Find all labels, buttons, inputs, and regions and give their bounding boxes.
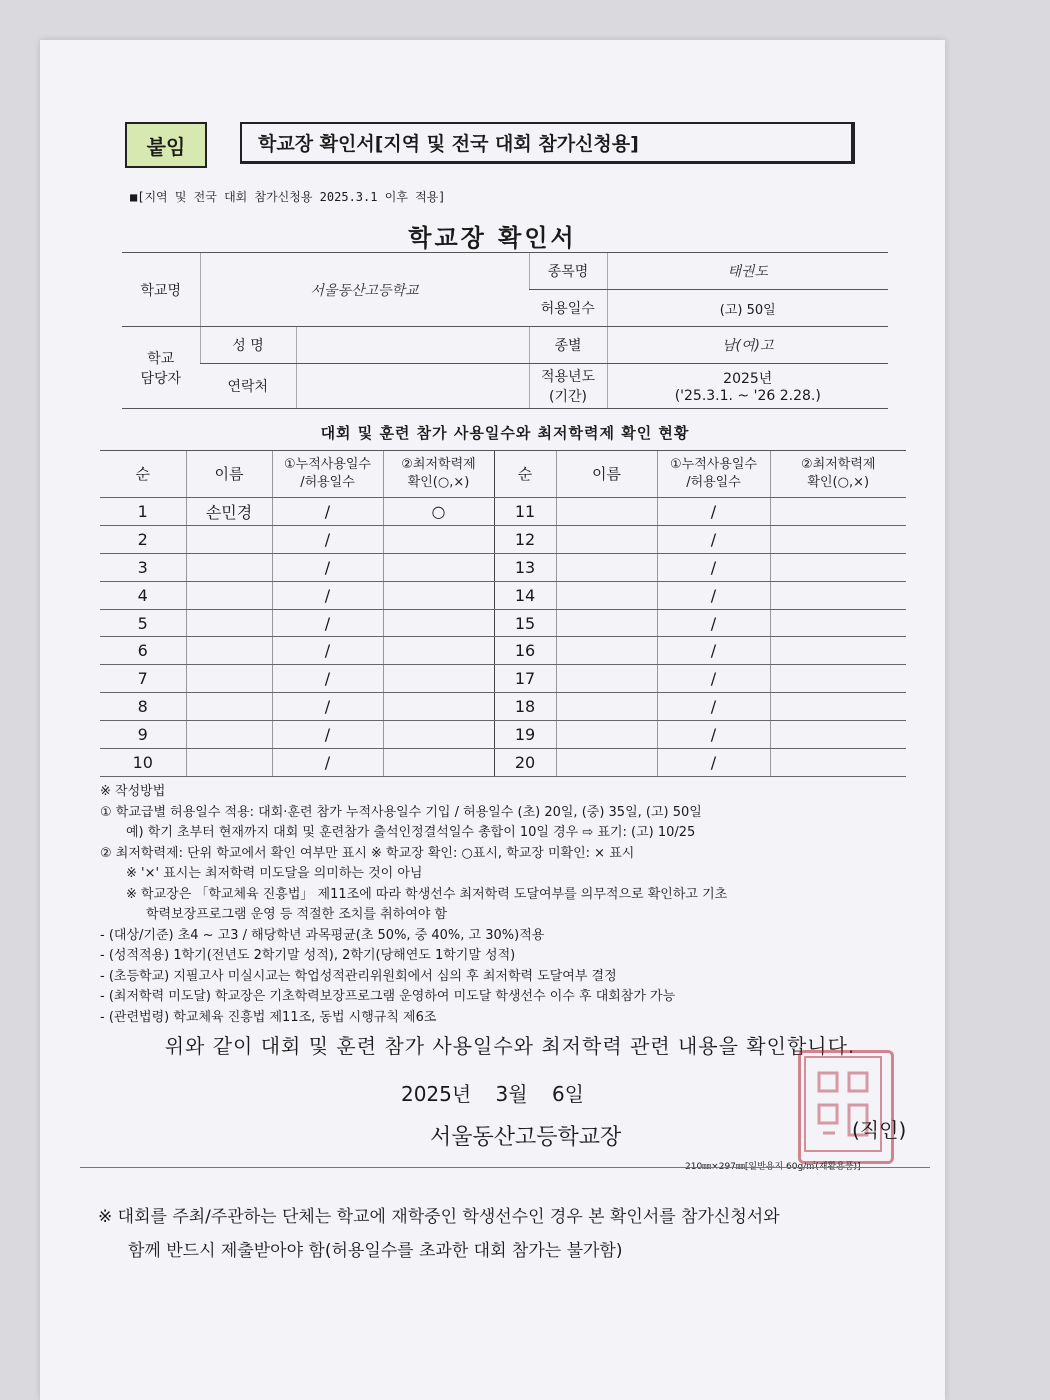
usage-cell-left-days: / [272, 749, 383, 777]
gender-value: 남(여)고 [607, 327, 888, 364]
usage-cell-right-check [770, 693, 906, 721]
instruction-line: - (대상/기준) 초4 ~ 고3 / 해당학년 과목평균(초 50%, 중 40%, 고 30%)적용 [100, 927, 545, 943]
period-label: 적용년도 (기간) [529, 364, 607, 409]
col-name-right: 이름 [556, 451, 657, 498]
sport-label: 종목명 [529, 253, 607, 290]
paper-spec: 210㎜×297㎜[일반용지 60g/㎡(재활용품)] [685, 1162, 861, 1172]
usage-cell-left-no: 3 [100, 553, 186, 581]
usage-cell-left-no: 7 [100, 665, 186, 693]
usage-cell-left-name [186, 693, 272, 721]
usage-cell-right-days: / [657, 721, 770, 749]
attachment-tag: 붙임 [125, 122, 207, 168]
submission-notice: ※ 대회를 주최/주관하는 단체는 학교에 재학중인 학생선수인 경우 본 확인서를 참가신청서와 함께 반드시 제출받아야 함(허용일수를 초과한 대회 참가는 불가함) [98, 1207, 780, 1261]
usage-cell-right-check [770, 581, 906, 609]
usage-cell-left-check [383, 665, 494, 693]
school-name-value: 서울동산고등학교 [200, 253, 529, 327]
usage-cell-left-no: 5 [100, 609, 186, 637]
usage-cell-left-no: 9 [100, 721, 186, 749]
usage-cell-left-check [383, 749, 494, 777]
usage-cell-left-check [383, 609, 494, 637]
col-cumulative-right: ①누적사용일수 /허용일수 [657, 451, 770, 498]
table-row [100, 525, 906, 553]
usage-cell-left-check [383, 693, 494, 721]
confirmation-statement: 위와 같이 대회 및 훈련 참가 사용일수와 최저학력 관련 내용을 확인합니다. [164, 1034, 856, 1058]
usage-cell-left-days: / [272, 609, 383, 637]
table-row [100, 553, 906, 581]
seal-label: (직인) [852, 1118, 907, 1142]
usage-cell-left-check [383, 581, 494, 609]
usage-cell-left-check [383, 637, 494, 665]
usage-cell-left-no: 1 [100, 498, 186, 526]
usage-cell-left-days: / [272, 721, 383, 749]
usage-cell-right-name [556, 749, 657, 777]
official-seal [798, 1050, 894, 1164]
contact-label: 연락처 [200, 364, 296, 409]
usage-cell-right-no: 13 [494, 553, 556, 581]
gender-label: 종별 [529, 327, 607, 364]
usage-cell-right-check [770, 637, 906, 665]
usage-cell-right-days: / [657, 637, 770, 665]
usage-cell-right-check [770, 498, 906, 526]
instruction-line: ② 최저학력제: 단위 학교에서 확인 여부만 표시 ※ 학교장 확인: ○표시, 학교장 미확인: × 표시 [100, 845, 635, 861]
usage-table [100, 450, 906, 777]
col-no: 순 [100, 451, 186, 498]
usage-cell-right-days: / [657, 498, 770, 526]
manager-name-value [296, 327, 529, 364]
usage-cell-left-name [186, 581, 272, 609]
usage-cell-left-check [383, 721, 494, 749]
instruction-line: ※ 작성방법 [100, 784, 166, 799]
instruction-line: - (관련법령) 학교체육 진흥법 제11조, 동법 시행규칙 제6조 [100, 1009, 437, 1025]
usage-cell-right-check [770, 749, 906, 777]
instruction-line: ① 학교급별 허용일수 적용: 대회·훈련 참가 누적사용일수 기입 / 허용일수 (초) 20일, (중) 35일, (고) 50일 [100, 804, 702, 820]
table-row [100, 498, 906, 526]
school-manager-label: 학교 담당자 [122, 327, 200, 409]
usage-header-row [100, 451, 906, 498]
table-row [100, 721, 906, 749]
principal-signature: 서울동산고등학교장 [430, 1125, 622, 1150]
table-row [100, 665, 906, 693]
usage-cell-right-days: / [657, 749, 770, 777]
usage-cell-left-check [383, 525, 494, 553]
usage-cell-right-no: 14 [494, 581, 556, 609]
applicability-note: ■[지역 및 전국 대회 참가신청용 2025.3.1 이후 적용] [130, 190, 446, 204]
usage-cell-left-name [186, 721, 272, 749]
table-row [100, 609, 906, 637]
usage-cell-left-name [186, 749, 272, 777]
usage-cell-right-check [770, 721, 906, 749]
col-cumulative: ①누적사용일수 /허용일수 [272, 451, 383, 498]
usage-section-title: 대회 및 훈련 참가 사용일수와 최저학력제 확인 현황 [320, 424, 690, 442]
usage-cell-right-check [770, 553, 906, 581]
usage-cell-left-no: 4 [100, 581, 186, 609]
usage-cell-left-days: / [272, 498, 383, 526]
instruction-line: ※ 학교장은 「학교체육 진흥법」 제11조에 따라 학생선수 최저학력 도달여부를 의무적으로 확인하고 기초 [126, 886, 728, 902]
usage-cell-right-no: 11 [494, 498, 556, 526]
usage-cell-right-no: 16 [494, 637, 556, 665]
col-no-right: 순 [494, 451, 556, 498]
form-heading: 학교장 확인서[지역 및 전국 대회 참가신청용] [240, 122, 855, 164]
usage-cell-right-no: 15 [494, 609, 556, 637]
usage-cell-left-name [186, 637, 272, 665]
table-row [100, 693, 906, 721]
usage-cell-left-check: ○ [383, 498, 494, 526]
instruction-line: - (성적적용) 1학기(전년도 2학기말 성적), 2학기(당해연도 1학기말 성적) [100, 948, 516, 963]
usage-cell-right-no: 18 [494, 693, 556, 721]
col-name: 이름 [186, 451, 272, 498]
usage-cell-right-name [556, 721, 657, 749]
school-name-label: 학교명 [122, 253, 200, 327]
usage-cell-right-days: / [657, 665, 770, 693]
divider [80, 1167, 930, 1168]
table-row [100, 749, 906, 777]
usage-cell-left-no: 6 [100, 637, 186, 665]
usage-cell-left-days: / [272, 637, 383, 665]
usage-cell-left-no: 8 [100, 693, 186, 721]
usage-cell-left-days: / [272, 581, 383, 609]
instruction-line: 예) 학기 초부터 현재까지 대회 및 훈련참가 출석인정결석일수 총합이 10일 경우 ⇨ 표기: (고) 10/25 [126, 825, 696, 840]
instruction-line: 학력보장프로그램 운영 등 적절한 조치를 취하여야 함 [146, 907, 448, 922]
usage-cell-left-name [186, 609, 272, 637]
usage-cell-right-check [770, 609, 906, 637]
school-info-table [122, 252, 888, 409]
instruction-line: - (초등학교) 지필고사 미실시교는 학업성적관리위원회에서 심의 후 최저학력 도달여부 결정 [100, 968, 617, 984]
usage-cell-right-check [770, 665, 906, 693]
usage-cell-left-name [186, 553, 272, 581]
usage-cell-right-name [556, 665, 657, 693]
usage-cell-left-name [186, 665, 272, 693]
usage-cell-right-no: 12 [494, 525, 556, 553]
usage-cell-right-name [556, 609, 657, 637]
usage-cell-right-days: / [657, 525, 770, 553]
usage-cell-right-days: / [657, 609, 770, 637]
usage-cell-left-days: / [272, 553, 383, 581]
usage-cell-right-name [556, 525, 657, 553]
instruction-line: ※ '×' 표시는 최저학력 미도달을 의미하는 것이 아님 [126, 866, 423, 881]
usage-cell-right-check [770, 525, 906, 553]
usage-cell-left-check [383, 553, 494, 581]
document-page [40, 40, 945, 1400]
instruction-line: - (최저학력 미도달) 학교장은 기초학력보장프로그램 운영하여 미도달 학생선수 이수 후 대회참가 가능 [100, 989, 676, 1004]
table-row [100, 581, 906, 609]
usage-cell-right-no: 19 [494, 721, 556, 749]
col-academic: ②최저학력제 확인(○,×) [383, 451, 494, 498]
usage-cell-right-days: / [657, 553, 770, 581]
contact-value [296, 364, 529, 409]
usage-cell-left-no: 2 [100, 525, 186, 553]
table-row [100, 637, 906, 665]
usage-cell-right-name [556, 581, 657, 609]
usage-cell-right-name [556, 637, 657, 665]
usage-cell-right-no: 17 [494, 665, 556, 693]
instructions [100, 782, 930, 1028]
sport-value: 태권도 [607, 253, 888, 290]
usage-cell-right-name [556, 498, 657, 526]
manager-name-label: 성 명 [200, 327, 296, 364]
period-value: 2025년 ('25.3.1. ~ '26 2.28.) [607, 364, 888, 409]
allowed-days-label: 허용일수 [529, 290, 607, 327]
usage-cell-right-days: / [657, 581, 770, 609]
usage-cell-left-name [186, 525, 272, 553]
usage-cell-right-name [556, 553, 657, 581]
usage-cell-right-name [556, 693, 657, 721]
usage-cell-left-days: / [272, 693, 383, 721]
issue-date: 2025년 3월 6일 [400, 1082, 585, 1106]
usage-cell-left-days: / [272, 525, 383, 553]
usage-cell-left-no: 10 [100, 749, 186, 777]
usage-cell-right-days: / [657, 693, 770, 721]
allowed-days-value: (고) 50일 [607, 290, 888, 327]
usage-cell-left-days: / [272, 665, 383, 693]
usage-cell-left-name: 손민경 [186, 498, 272, 526]
col-academic-right: ②최저학력제 확인(○,×) [770, 451, 906, 498]
document-title: 학교장 확인서 [408, 224, 577, 252]
usage-cell-right-no: 20 [494, 749, 556, 777]
